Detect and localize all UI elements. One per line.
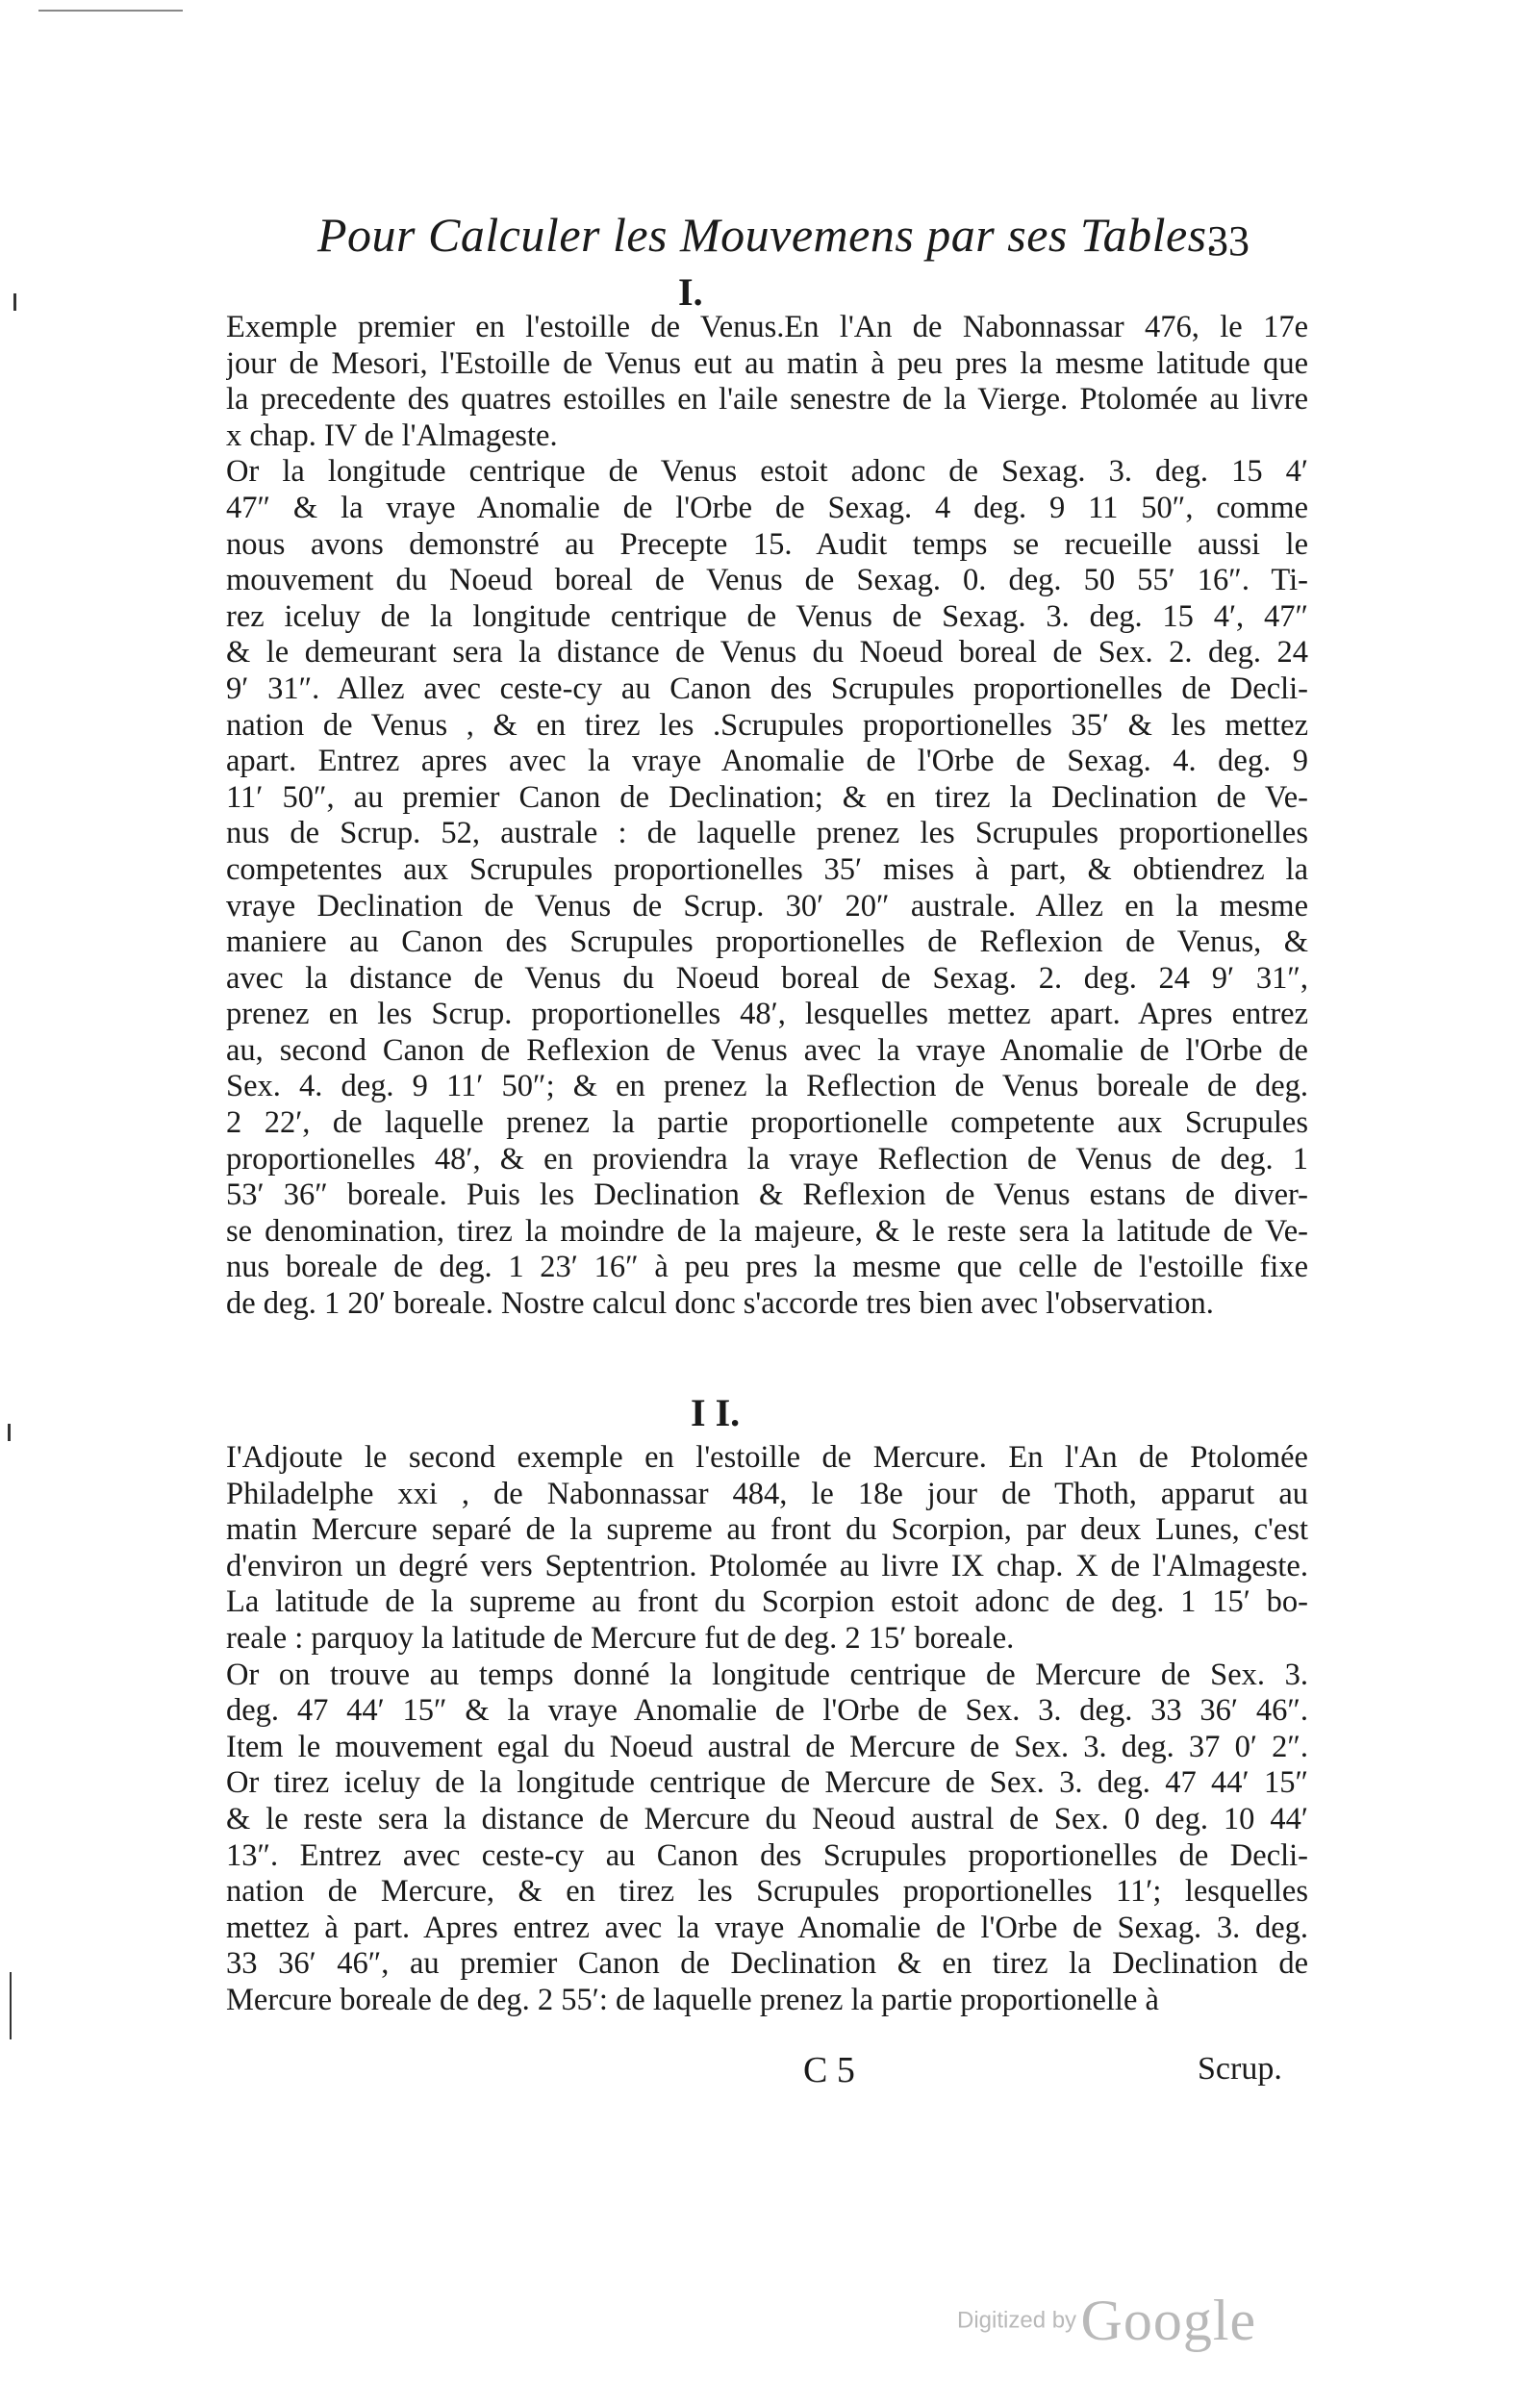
watermark-prefix: Digitized by — [957, 2307, 1077, 2334]
catchword: Scrup. — [1198, 2051, 1282, 2087]
text-line: 11′ 50″, au premier Canon de Declination; & en tirez la Declination de Ve- — [226, 779, 1308, 815]
text-line: Item le mouvement egal du Noeud austral de Mercure de Sex. 3. deg. 37 0′ 2″. — [226, 1729, 1308, 1764]
text-line: jour de Mesori, l'Estoille de Venus eut au matin à peu pres la mesme latitude que — [226, 345, 1308, 381]
text-line: d'environ un degré vers Septentrion. Ptolomée au livre IX chap. X de l'Almageste. — [226, 1548, 1308, 1583]
text-line: 47″ & la vraye Anomalie de l'Orbe de Sexag. 4 deg. 9 11 50″, comme — [226, 490, 1308, 525]
text-line: competentes aux Scrupules proportionelles 35′ mises à part, & obtiendrez la — [226, 851, 1308, 887]
running-header: Pour Calculer les Mouvemens par ses Tables. — [317, 208, 1220, 262]
text-line: matin Mercure separé de la supreme au front du Scorpion, par deux Lunes, c'est — [226, 1512, 1308, 1548]
text-line: I'Adjoute le second exemple en l'estoille de Mercure. En l'An de Ptolomée — [226, 1440, 1308, 1475]
page-number: 33 — [1207, 217, 1250, 265]
section-2-text — [226, 1440, 1308, 2019]
text-line: 9′ 31″. Allez avec ceste-cy au Canon des Scrupules proportionelles de Decli- — [226, 671, 1308, 706]
text-line: 13″. Entrez avec ceste-cy au Canon des Scrupules proportionelles de Decli- — [226, 1837, 1308, 1873]
text-line: nation de Venus , & en tirez les .Scrupules proportionelles 35′ & les mettez — [226, 707, 1308, 743]
text-line: & le demeurant sera la distance de Venus du Noeud boreal de Sex. 2. deg. 24 — [226, 635, 1308, 671]
text-line: se denomination, tirez la moindre de la majeure, & le reste sera la latitude de Ve- — [226, 1213, 1308, 1249]
text-line: 53′ 36″ boreale. Puis les Declination & Reflexion de Venus estans de diver- — [226, 1177, 1308, 1213]
text-line: La latitude de la supreme au front du Scorpion estoit adonc de deg. 1 15′ bo- — [226, 1584, 1308, 1620]
text-line: nus de Scrup. 52, australe : de laquelle prenez les Scrupules proportionelles — [226, 816, 1308, 851]
text-line: nation de Mercure, & en tirez les Scrupules proportionelles 11′; lesquelles — [226, 1874, 1308, 1910]
text-line: Or tirez iceluy de la longitude centrique de Mercure de Sex. 3. deg. 47 44′ 15″ — [226, 1765, 1308, 1801]
text-line: reale : parquoy la latitude de Mercure fut de deg. 2 15′ boreale. — [226, 1620, 1015, 1656]
text-line: mouvement du Noeud boreal de Venus de Sexag. 0. deg. 50 55′ 16″. Ti- — [226, 563, 1308, 598]
text-line: deg. 47 44′ 15″ & la vraye Anomalie de l'Orbe de Sex. 3. deg. 33 36′ 46″. — [226, 1693, 1308, 1729]
section-1-text — [226, 310, 1308, 1323]
text-line: au, second Canon de Reflexion de Venus avec la vraye Anomalie de l'Orbe de — [226, 1032, 1308, 1068]
text-line: vraye Declination de Venus de Scrup. 30′ 20″ australe. Allez en la mesme — [226, 888, 1308, 924]
text-line: de deg. 1 20′ boreale. Nostre calcul donc s'accorde tres bien avec l'observation. — [226, 1286, 1214, 1322]
margin-mark-left-1 — [13, 293, 16, 311]
text-line: 2 22′, de laquelle prenez la partie proportionelle competente aux Scrupules — [226, 1105, 1308, 1141]
text-line: x chap. IV de l'Almageste. — [226, 418, 558, 453]
section-heading-2: I I. — [691, 1391, 741, 1434]
margin-mark-left-3 — [10, 1972, 12, 2039]
text-line: Mercure boreale de deg. 2 55′: de laquelle prenez la partie proportionelle à — [226, 1982, 1159, 2017]
text-line: & le reste sera la distance de Mercure du Neoud austral de Sex. 0 deg. 10 44′ — [226, 1801, 1308, 1836]
signature-mark: C 5 — [803, 2050, 855, 2090]
text-line: apart. Entrez apres avec la vraye Anomalie de l'Orbe de Sexag. 4. deg. 9 — [226, 744, 1308, 779]
text-line: nous avons demonstré au Precepte 15. Audit temps se recueille aussi le — [226, 526, 1308, 562]
text-line: Or la longitude centrique de Venus estoit adonc de Sexag. 3. deg. 15 4′ — [226, 454, 1308, 490]
google-logo: Google — [1080, 2289, 1257, 2352]
margin-mark-left-2 — [8, 1424, 11, 1441]
text-line: rez iceluy de la longitude centrique de Venus de Sexag. 3. deg. 15 4′, 47″ — [226, 598, 1308, 634]
top-rule — [38, 10, 183, 12]
text-line: avec la distance de Venus du Noeud boreal de Sexag. 2. deg. 24 9′ 31″, — [226, 960, 1308, 996]
text-line: Sex. 4. deg. 9 11′ 50″; & en prenez la Reflection de Venus boreale de deg. — [226, 1069, 1308, 1104]
text-line: maniere au Canon des Scrupules proportionelles de Reflexion de Venus, & — [226, 924, 1308, 960]
text-line: mettez à part. Apres entrez avec la vraye Anomalie de l'Orbe de Sexag. 3. deg. — [226, 1910, 1308, 1945]
digitized-watermark — [957, 2288, 1256, 2354]
text-line: Philadelphe xxi , de Nabonnassar 484, le 18e jour de Thoth, apparut au — [226, 1476, 1308, 1511]
text-line: Exemple premier en l'estoille de Venus.En l'An de Nabonnassar 476, le 17e — [226, 310, 1308, 344]
text-line: Or on trouve au temps donné la longitude centrique de Mercure de Sex. 3. — [226, 1657, 1308, 1692]
text-line: proportionelles 48′, & en proviendra la vraye Reflection de Venus de deg. 1 — [226, 1141, 1308, 1177]
text-line: 33 36′ 46″, au premier Canon de Declination & en tirez la Declination de — [226, 1946, 1308, 1982]
text-line: nus boreale de deg. 1 23′ 16″ à peu pres la mesme que celle de l'estoille fixe — [226, 1250, 1308, 1285]
section-heading-1: I. — [678, 270, 703, 314]
text-line: prenez en les Scrup. proportionelles 48′, lesquelles mettez apart. Apres entrez — [226, 997, 1308, 1032]
text-line: la precedente des quatres estoilles en l'aile senestre de la Vierge. Ptolomée au livre — [226, 382, 1308, 418]
